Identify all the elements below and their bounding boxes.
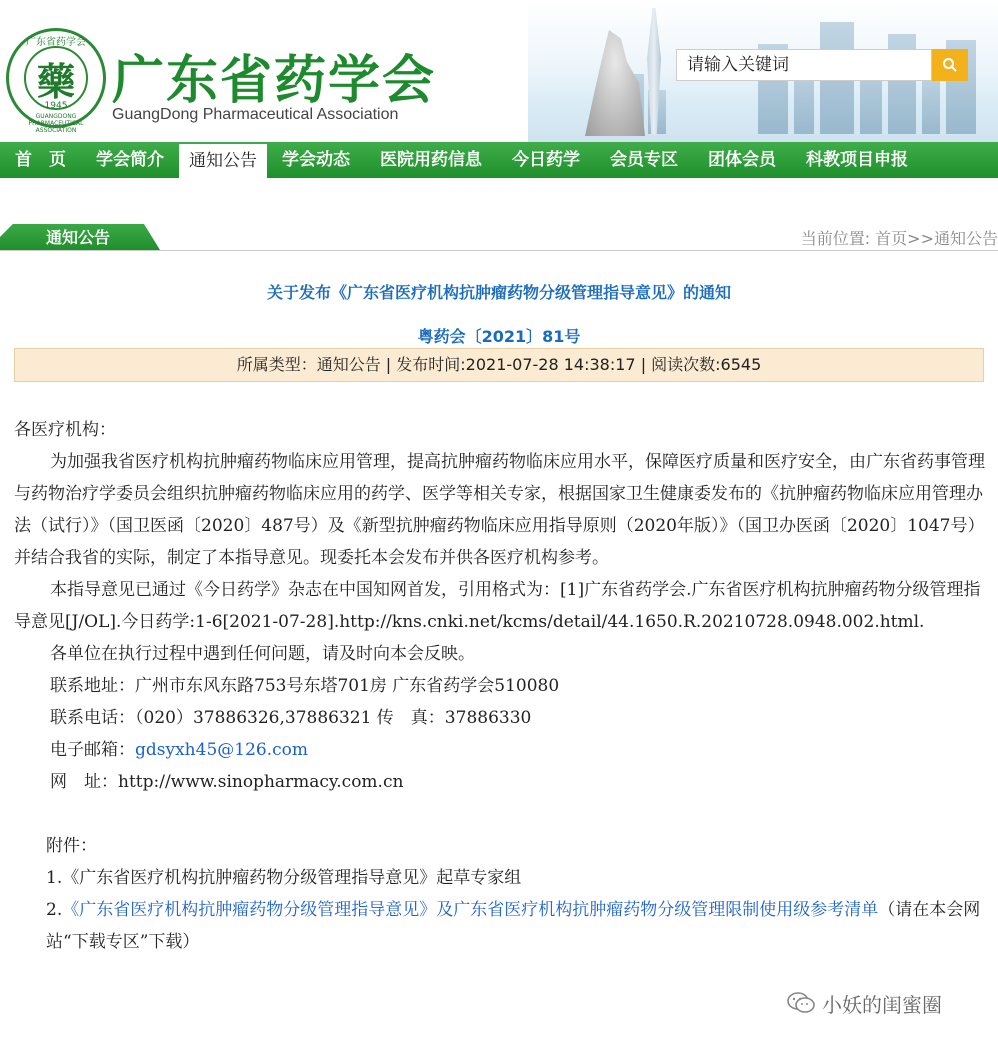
- paragraph-1: 为加强我省医疗机构抗肿瘤药物临床应用管理，提高抗肿瘤药物临床应用水平，保障医疗质量和医疗安全，由广东省药事管理与药物治疗学委员会组织抗肿瘤药物临床应用的药学、医学等相关专家，根据国家卫生健康委发布的《抗肿瘤药物临床应用管理办法（试行）》（国卫医函〔2020〕487号）及《新型抗肿瘤药物临床应用指导原则（2020年版）》（国卫办医函〔2020〕1047号）并结合我省的实际，制定了本指导意见。现委托本会发布并供各医疗机构参考。: [14, 452, 985, 568]
- seal-year: 1945: [44, 101, 68, 111]
- article-title: 关于发布《广东省医疗机构抗肿瘤药物分级管理指导意见》的通知: [266, 283, 731, 302]
- search-icon: [942, 57, 958, 73]
- paragraph-2: 本指导意见已通过《今日药学》杂志在中国知网首发，引用格式为：[1]广东省药学会.广东省医疗机构抗肿瘤药物分级管理指导意见[J/OL].今日药学:1-6[2021-07-28].http://kns.cnki.net/kcms/detail/44.1650.R.20210728.0948.002.html.: [14, 580, 981, 632]
- search-input[interactable]: 请输入关键词: [676, 49, 932, 81]
- attachment-2-note: （请在本会网站“下载专区”下载）: [46, 900, 981, 952]
- email-link[interactable]: gdsyxh45@126.com: [135, 740, 308, 760]
- nav-item-4[interactable]: 医院用药信息: [380, 150, 482, 170]
- contact-email: [14, 734, 986, 766]
- nav-item-1[interactable]: 学会简介: [96, 150, 164, 170]
- watermark-text: 小妖的闺蜜圈: [822, 992, 942, 1017]
- article-body: [14, 414, 986, 958]
- attachment-1: 1.《广东省医疗机构抗肿瘤药物分级管理指导意见》起草专家组: [46, 868, 522, 888]
- section-tab-label: 通知公告: [46, 228, 111, 247]
- wechat-watermark: [786, 988, 942, 1018]
- salutation: 各医疗机构：: [14, 420, 116, 440]
- site-header: [0, 0, 998, 142]
- contact-address: 联系地址：广州市东风东路753号东塔701房 广东省药学会510080: [50, 676, 560, 696]
- attachment-2-number: 2.: [46, 900, 63, 920]
- main-nav: [0, 142, 998, 178]
- attachment-2: [14, 894, 986, 958]
- section-header: [0, 224, 998, 251]
- association-seal-logo: [6, 28, 106, 134]
- nav-item-3[interactable]: 学会动态: [282, 150, 350, 170]
- nav-item-2[interactable]: 通知公告: [179, 144, 267, 178]
- paragraph-3: 各单位在执行过程中遇到任何问题，请及时向本会反映。: [50, 644, 475, 664]
- seal-english-text: GUANGDONG PHARMACEUTICAL ASSOCIATION: [28, 113, 84, 134]
- seal-center-glyph: 藥: [24, 46, 88, 110]
- article-meta: 所属类型：通知公告 | 发布时间:2021-07-28 14:38:17 | 阅读次数:6545: [14, 348, 984, 382]
- wechat-icon: [786, 990, 816, 1016]
- search-box: [676, 49, 968, 81]
- nav-item-0[interactable]: 首 页: [15, 150, 66, 170]
- nav-item-5[interactable]: 今日药学: [512, 150, 580, 170]
- document-number: 粤药会〔2021〕81号: [417, 327, 581, 346]
- site-subtitle: GuangDong Pharmaceutical Association: [112, 106, 399, 123]
- search-button[interactable]: [932, 49, 968, 81]
- nav-item-7[interactable]: 团体会员: [708, 150, 776, 170]
- attachment-2-link[interactable]: 《广东省医疗机构抗肿瘤药物分级管理指导意见》及广东省医疗机构抗肿瘤药物分级管理限制使用级参考清单: [62, 900, 879, 920]
- email-label: 电子邮箱：: [50, 740, 135, 760]
- seal-top-text: 广东省药学会: [26, 37, 86, 48]
- nav-item-8[interactable]: 科教项目申报: [806, 150, 908, 170]
- contact-phone: 联系电话：（020）37886326,37886321 传 真：37886330: [50, 708, 532, 728]
- nav-item-6[interactable]: 会员专区: [610, 150, 678, 170]
- contact-website: 网 址：http://www.sinopharmacy.com.cn: [50, 772, 404, 792]
- site-title[interactable]: 广东省药学会: [112, 51, 437, 111]
- breadcrumb[interactable]: 当前位置: 首页>>通知公告: [800, 229, 998, 248]
- attachments-label: 附件：: [46, 836, 97, 856]
